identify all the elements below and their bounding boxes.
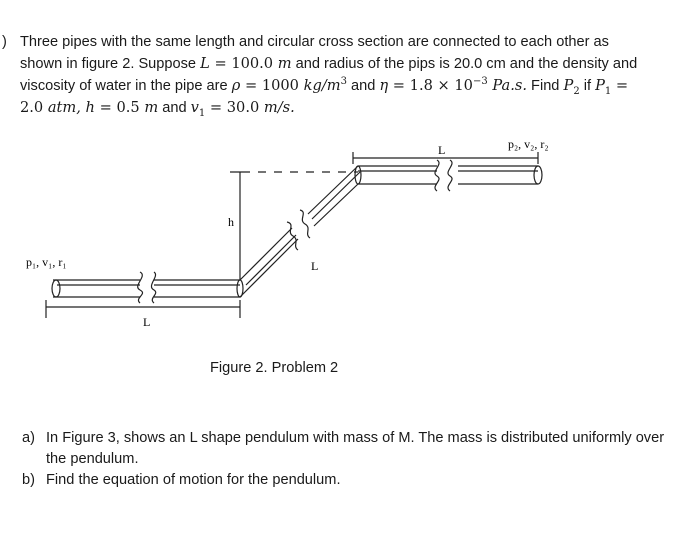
- height-label: h: [228, 215, 234, 229]
- problem-line-2: shown in figure 2. Suppose L = 100.0 m and radius of the pips is 20.0 cm and the density and: [20, 55, 638, 72]
- question-b: b) Find the equation of motion for the pendulum.: [22, 472, 341, 488]
- slant-length-label: L: [311, 259, 319, 273]
- height-dimension: [230, 172, 358, 280]
- top-pipe: [358, 160, 542, 191]
- top-length-dimension: [353, 152, 538, 164]
- bottom-pipe: [52, 272, 240, 303]
- sub-questions: [22, 428, 672, 491]
- question-marker: ): [2, 34, 7, 50]
- top-length-label: L: [438, 143, 446, 157]
- slanted-pipe: [240, 166, 360, 297]
- left-pipe-label: p₁, v₁, r₁: [26, 255, 67, 269]
- question-a: a) In Figure 3, shows an L shape pendulum with mass of M. The mass is distributed uniformly over the pendulum.: [22, 430, 665, 467]
- figure-caption: Figure 2. Problem 2: [210, 360, 339, 376]
- problem-line-3: viscosity of water in the pipe are ρ = 1000 $kg/m^3$ and $\eta = 1.8 \times 10^{-3}$ Pa.s. Find $P_2$ if $P_1$ =: [20, 76, 629, 97]
- right-pipe-label: p₂, v₂, r₂: [508, 137, 549, 151]
- problem-line-4: 2.0 atm, h = 0.5 m and $v_1 = 30.0$ m/s.: [20, 99, 295, 119]
- bottom-length-label: L: [143, 315, 151, 329]
- problem-line-1: Three pipes with the same length and circular cross section are connected to each other as: [20, 34, 609, 50]
